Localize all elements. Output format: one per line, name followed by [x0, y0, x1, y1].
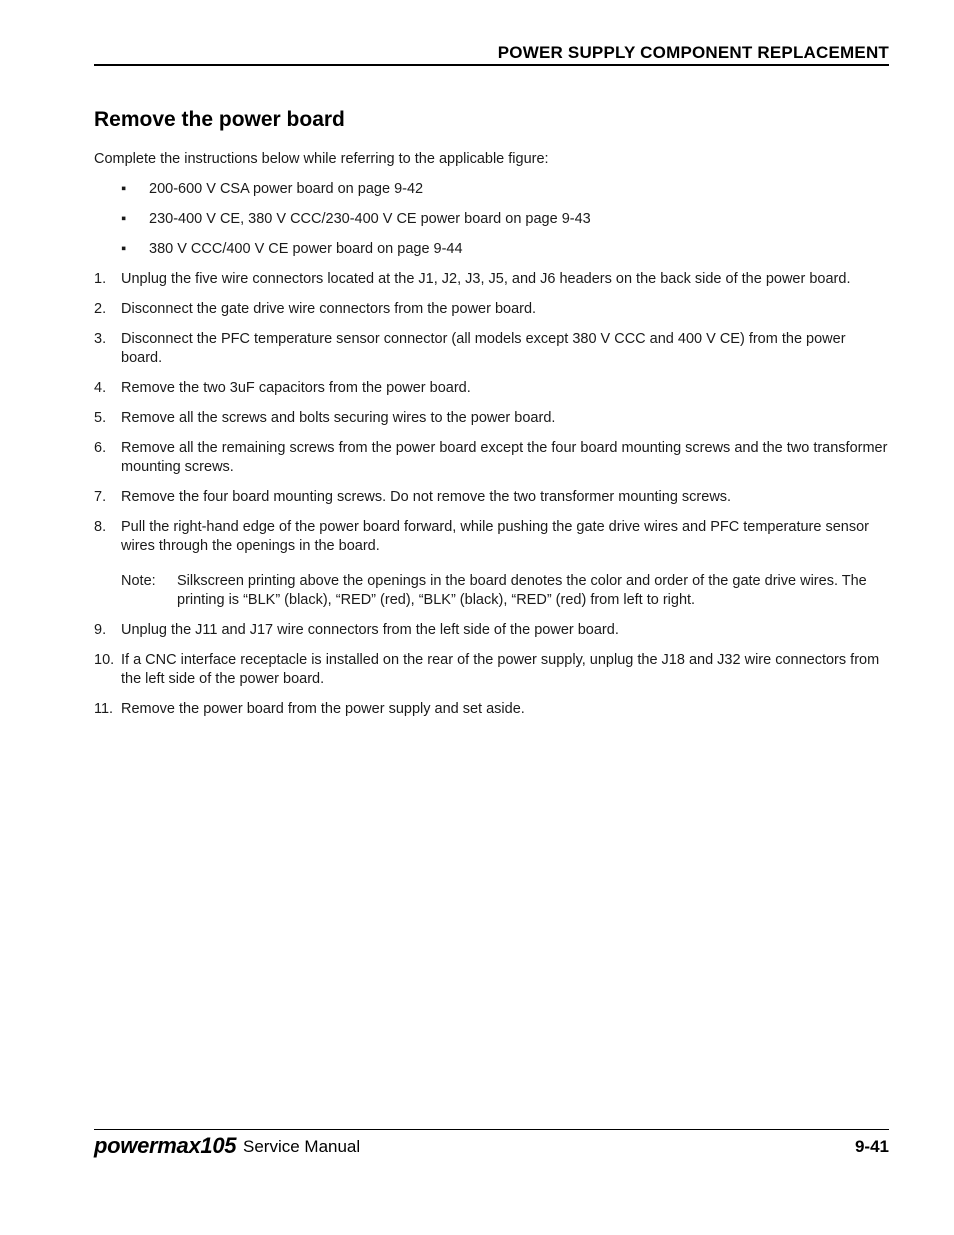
step-item: [94, 700, 889, 719]
step-text: Remove all the screws and bolts securing wires to the power board.: [121, 410, 556, 426]
step-item: [94, 300, 889, 319]
step-text: Remove the two 3uF capacitors from the power board.: [121, 380, 471, 396]
page-content: [94, 150, 889, 730]
step-number: 11.: [94, 701, 114, 717]
running-header: POWER SUPPLY COMPONENT REPLACEMENT: [497, 43, 889, 62]
step-item: [94, 488, 889, 507]
bullet-icon: ▪: [121, 211, 127, 227]
list-item: [94, 180, 889, 199]
step-text: Pull the right-hand edge of the power board forward, while pushing the gate drive wires and PFC temperature sensor wires through the openings in the board.: [121, 519, 869, 554]
step-text: If a CNC interface receptacle is installed on the rear of the power supply, unplug the J18 and J32 wire connectors from the left side of the power board.: [121, 652, 880, 687]
step-item: [94, 518, 889, 610]
note-block: [121, 572, 889, 610]
step-number: 1.: [94, 271, 107, 287]
list-item-text: 200-600 V CSA power board on page 9-42: [149, 181, 424, 197]
step-number: 8.: [94, 519, 107, 535]
footer-rule: [94, 1129, 889, 1130]
step-number: 10.: [94, 652, 115, 668]
header-rule: [94, 64, 889, 66]
step-number: 9.: [94, 622, 107, 638]
step-text: Disconnect the PFC temperature sensor connector (all models except 380 V CCC and 400 V CE) from the power board.: [121, 331, 846, 366]
product-logo: powermax105: [94, 1133, 237, 1158]
list-item: [94, 210, 889, 229]
step-text: Unplug the five wire connectors located at the J1, J2, J3, J5, and J6 headers on the back side of the power board.: [121, 271, 851, 287]
bullet-icon: ▪: [121, 181, 127, 197]
step-number: 3.: [94, 331, 107, 347]
section-title: Remove the power board: [94, 108, 345, 131]
note-label: Note:: [121, 573, 156, 589]
list-item-text: 380 V CCC/400 V CE power board on page 9-44: [149, 241, 463, 257]
bullet-icon: ▪: [121, 241, 127, 257]
step-text: Unplug the J11 and J17 wire connectors from the left side of the power board.: [121, 622, 619, 638]
procedure-steps: [94, 270, 889, 719]
step-item: [94, 270, 889, 289]
step-item: [94, 409, 889, 428]
step-text: Remove all the remaining screws from the power board except the four board mounting screws and the two transformer mounting screws.: [121, 440, 888, 475]
step-number: 6.: [94, 440, 107, 456]
intro-paragraph: Complete the instructions below while referring to the applicable figure:: [94, 151, 549, 167]
step-text: Remove the four board mounting screws. Do not remove the two transformer mounting screws.: [121, 489, 732, 505]
step-item: [94, 379, 889, 398]
manual-title: Service Manual: [243, 1137, 361, 1156]
step-number: 4.: [94, 380, 107, 396]
list-item: [94, 240, 889, 259]
page-number: 9-41: [854, 1137, 889, 1156]
step-text: Remove the power board from the power supply and set aside.: [121, 701, 525, 717]
step-number: 5.: [94, 410, 107, 426]
step-text: Disconnect the gate drive wire connectors from the power board.: [121, 301, 537, 317]
list-item-text: 230-400 V CE, 380 V CCC/230-400 V CE power board on page 9-43: [149, 211, 591, 227]
step-number: 2.: [94, 301, 107, 317]
step-item: [94, 651, 889, 689]
figure-list: [94, 180, 889, 259]
step-item: [94, 621, 889, 640]
step-item: [94, 439, 889, 477]
step-item: [94, 330, 889, 368]
step-number: 7.: [94, 489, 107, 505]
note-text: Silkscreen printing above the openings in the board denotes the color and order of the gate drive wires. The printing is “BLK” (black), “RED” (red), “BLK” (black), “RED” (red) from left to right.: [177, 573, 867, 608]
